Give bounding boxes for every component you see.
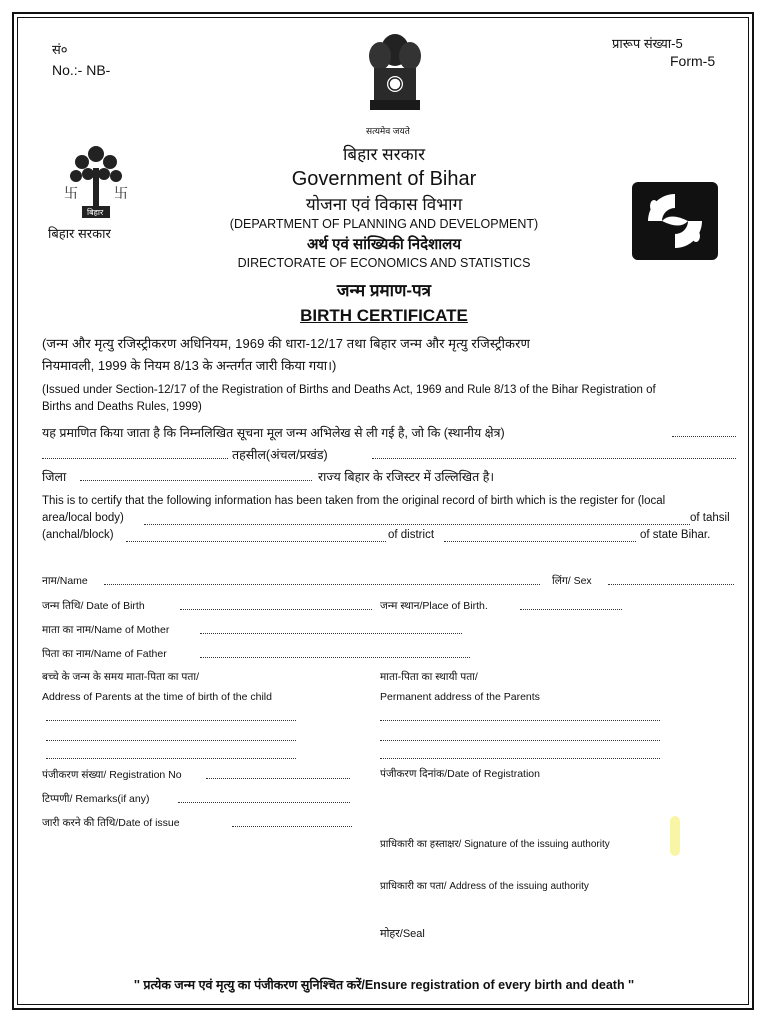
issue-date-label: जारी करने की तिथि/Date of issue [42,817,180,829]
preamble-hi-line1: (जन्म और मृत्यु रजिस्ट्रीकरण अधिनियम, 1969 की धारा-12/17 तथा बिहार जन्म और मृत्यु रजिस्ट्रीकरण [42,336,531,351]
authority-address-label: प्राधिकारी का पता/ Address of the issuing authority [380,881,589,892]
certificate-title-hi: जन्म प्रमाण-पत्र [336,281,432,300]
form-number-en: Form-5 [670,53,716,69]
tehsil-fill-line[interactable] [372,458,736,459]
state-name-hi: बिहार सरकार [342,145,426,164]
signature-label: प्राधिकारी का हस्ताक्षर/ Signature of the issuing authority [380,839,610,850]
emblem-icon [360,28,430,126]
permanent-address-label-hi: माता-पिता का स्थायी पता/ [380,671,478,683]
directorate-en: DIRECTORATE OF ECONOMICS AND STATISTICS [237,256,531,270]
permanent-address-label-en: Permanent address of the Parents [380,691,540,703]
certify-en-area: area/local body) [42,512,124,524]
permanent-address-line-1[interactable] [380,720,660,721]
serial-label-en: No.:- NB- [52,62,111,78]
remarks-label: टिप्पणी/ Remarks(if any) [42,793,150,805]
directorate-hi: अर्थ एवं सांख्यिकी निदेशालय [306,236,462,253]
svg-text:卐: 卐 [114,186,128,202]
district-en-fill-line[interactable] [444,541,636,542]
department-hi: योजना एवं विकास विभाग [305,195,463,214]
certificate-title-en: BIRTH CERTIFICATE [300,306,468,325]
birth-address-line-2[interactable] [46,740,296,741]
father-name-fill-line[interactable] [200,657,470,658]
emblem-motto: सत्यमेव जयते [366,126,410,136]
form-number-hi: प्रारूप संख्या-5 [612,36,683,51]
district-fill-line[interactable] [80,480,312,481]
local-area-fill-line[interactable] [672,436,736,437]
pob-label: जन्म स्थान/Place of Birth. [380,600,488,612]
certify-hi-tehsil: तहसील(अंचल/प्रखंड) [232,448,328,462]
local-body-fill-line[interactable] [144,524,690,525]
name-label: नाम/Name [42,575,88,587]
seal-label: मोहर/Seal [380,928,425,940]
certify-en-tahsil: of tahsil [690,512,730,524]
dob-label: जन्म तिथि/ Date of Birth [42,600,145,612]
highlighter-mark [670,816,680,856]
svg-text:卐: 卐 [64,186,78,202]
certify-en-state: of state Bihar. [640,529,711,541]
mother-name-label: माता का नाम/Name of Mother [42,624,170,636]
local-area-fill-line-2[interactable] [42,458,228,459]
tree-plaque-text: बिहार [87,208,104,217]
dob-fill-line[interactable] [180,609,372,610]
registration-number-fill-line[interactable] [206,778,350,779]
certify-hi-district: जिला [42,470,67,484]
footer-slogan: '' प्रत्येक जन्म एवं मृत्यु का पंजीकरण सुनिश्चित करें/Ensure registration of every birth and death '' [133,978,635,992]
sex-label: लिंग/ Sex [552,575,592,587]
birth-address-line-1[interactable] [46,720,296,721]
certify-en-line1: This is to certify that the following information has been taken from the original record of birth which is the register for (local [42,495,666,507]
permanent-address-line-3[interactable] [380,758,660,759]
government-title: Government of Bihar [291,168,477,190]
permanent-address-line-2[interactable] [380,740,660,741]
birth-address-line-3[interactable] [46,758,296,759]
tree-caption: बिहार सरकार [48,226,111,241]
registration-date-label: पंजीकरण दिनांक/Date of Registration [380,768,540,780]
certify-hi-line1: यह प्रमाणित किया जाता है कि निम्नलिखित सूचना मूल जन्म अभिलेख से ली गई है, जो कि (स्थानीय क्षेत्र) [42,426,505,440]
father-name-label: पिता का नाम/Name of Father [42,648,167,660]
birth-address-label-en: Address of Parents at the time of birth of the child [42,691,272,703]
certify-en-district: of district [388,529,435,541]
preamble-hi-line2: नियमावली, 1999 के नियम 8/13 के अन्तर्गत जारी किया गया।) [42,358,337,373]
sex-fill-line[interactable] [608,584,734,585]
block-fill-line[interactable] [126,541,386,542]
issue-date-fill-line[interactable] [232,826,352,827]
preamble-en-line1: (Issued under Section-12/17 of the Registration of Births and Deaths Act, 1969 and Rule 8/13 of the Bihar Registration of [42,384,656,396]
serial-label-hi: सं० [52,42,68,57]
remarks-fill-line[interactable] [178,802,350,803]
mother-name-fill-line[interactable] [200,633,462,634]
certify-en-anchal: (anchal/block) [42,529,114,541]
preamble-en-line2: Births and Deaths Rules, 1999) [42,401,202,413]
birth-address-label-hi: बच्चे के जन्म के समय माता-पिता का पता/ [42,671,200,683]
pob-fill-line[interactable] [520,609,622,610]
certify-hi-register: राज्य बिहार के रजिस्टर में उल्लिखित है। [318,470,495,484]
department-en: (DEPARTMENT OF PLANNING AND DEVELOPMENT) [229,217,539,231]
registration-number-label: पंजीकरण संख्या/ Registration No [42,769,182,781]
name-fill-line[interactable] [104,584,540,585]
